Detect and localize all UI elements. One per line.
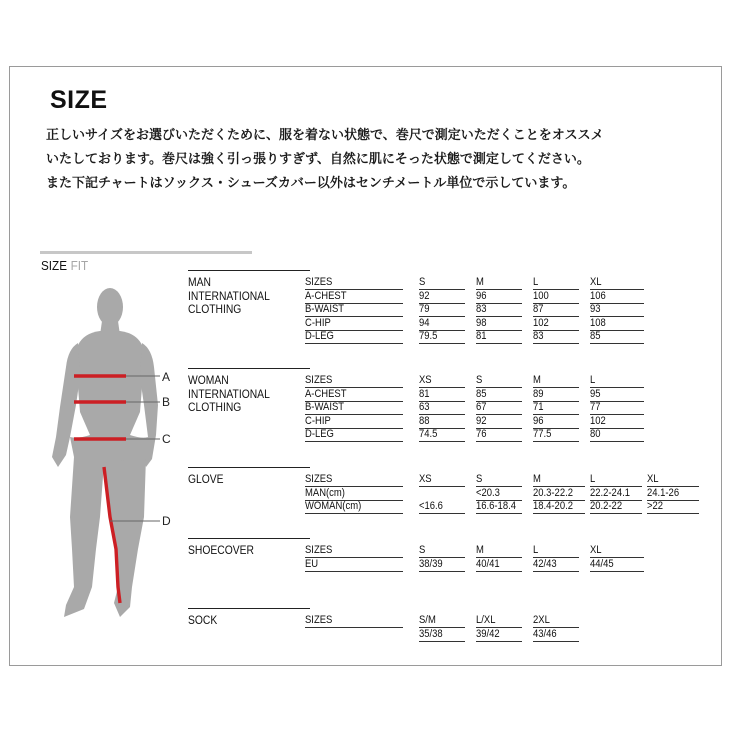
table-header-cell: M <box>533 374 541 386</box>
cell-rule <box>647 513 699 514</box>
table-cell: 100 <box>533 289 549 302</box>
cell-rule <box>476 571 522 572</box>
body-silhouette <box>52 288 158 617</box>
table-cell: D-LEG <box>305 428 334 440</box>
marker-c: C <box>162 432 171 446</box>
size-table-title: MAN INTERNATIONAL CLOTHING <box>188 275 270 316</box>
table-cell: 39/42 <box>476 627 500 640</box>
table-cell: A-CHEST <box>305 289 347 302</box>
table-cell: 20.2-22 <box>590 500 623 512</box>
table-cell: 85 <box>590 330 601 342</box>
cell-rule <box>305 627 403 628</box>
body-figure <box>44 287 164 622</box>
group-top-rule <box>188 368 310 369</box>
intro-line: 正しいサイズをお選びいただくために、服を着ない状態で、巻尺で測定いただくことをオススメ <box>46 128 604 143</box>
cell-rule <box>305 441 403 442</box>
size-table-title: SOCK <box>188 613 218 627</box>
table-header-cell: L <box>533 544 539 556</box>
table-cell: 42/43 <box>533 557 557 570</box>
table-cell: D-LEG <box>305 330 334 342</box>
table-cell: 95 <box>590 387 601 400</box>
cell-rule <box>533 343 579 344</box>
table-header-cell: SIZES <box>305 614 333 626</box>
marker-b: B <box>162 395 171 409</box>
cell-rule <box>533 513 585 514</box>
table-cell: 81 <box>476 330 487 342</box>
table-cell: 108 <box>590 316 606 329</box>
table-cell: 94 <box>419 316 430 329</box>
table-cell: 102 <box>533 316 549 329</box>
table-cell: 38/39 <box>419 557 443 570</box>
size-table-title: WOMAN INTERNATIONAL CLOTHING <box>188 373 270 414</box>
cell-rule <box>419 641 465 642</box>
cell-rule <box>590 571 644 572</box>
table-cell: 89 <box>533 387 544 400</box>
cell-rule <box>305 343 403 344</box>
table-cell: 43/46 <box>533 627 557 640</box>
cell-rule <box>419 343 465 344</box>
table-header-cell: 2XL <box>533 614 550 626</box>
table-header-cell: XS <box>419 473 432 485</box>
table-header-cell: S <box>419 544 426 556</box>
table-cell: A-CHEST <box>305 387 347 400</box>
table-cell: 93 <box>590 303 601 315</box>
table-cell: 67 <box>476 401 487 413</box>
table-cell: 81 <box>419 387 430 400</box>
table-cell: 102 <box>590 414 606 427</box>
table-cell: 77.5 <box>533 428 552 440</box>
cell-rule <box>305 571 403 572</box>
group-top-rule <box>188 538 310 539</box>
table-cell: MAN(cm) <box>305 486 345 499</box>
table-header-cell: XS <box>419 374 432 386</box>
table-cell: <20.3 <box>476 486 500 499</box>
size-table-title: GLOVE <box>188 472 224 486</box>
table-header-cell: L <box>533 276 539 288</box>
table-header-cell: M <box>533 473 541 485</box>
cell-rule <box>476 343 522 344</box>
cell-rule <box>419 441 465 442</box>
table-cell: 92 <box>476 414 487 427</box>
table-cell: 85 <box>476 387 487 400</box>
table-cell: 80 <box>590 428 601 440</box>
table-header-cell: L/XL <box>476 614 496 626</box>
table-cell: 35/38 <box>419 627 443 640</box>
table-header-cell: XL <box>590 276 602 288</box>
table-cell: 44/45 <box>590 557 614 570</box>
intro-line: いたしております。巻尺は強く引っ張りすぎず、自然に肌にそった状態で測定してください。 <box>46 152 590 167</box>
intro-text <box>46 124 706 196</box>
table-header-cell: M <box>476 544 484 556</box>
table-header-cell: L <box>590 374 596 386</box>
table-cell: 24.1-26 <box>647 486 680 499</box>
table-header-cell: SIZES <box>305 374 333 386</box>
cell-rule <box>305 557 403 558</box>
table-header-cell: S <box>419 276 426 288</box>
marker-a: A <box>162 370 171 384</box>
section-label <box>41 258 88 273</box>
group-top-rule <box>188 270 310 271</box>
table-header-cell: SIZES <box>305 276 333 288</box>
cell-rule <box>533 641 579 642</box>
table-cell: EU <box>305 557 319 570</box>
table-cell: 16.6-18.4 <box>476 500 516 512</box>
table-header-cell: S <box>476 374 483 386</box>
table-header-cell: SIZES <box>305 544 333 556</box>
table-cell: 77 <box>590 401 601 413</box>
table-cell: 22.2-24.1 <box>590 486 630 499</box>
section-label-main: SIZE <box>41 258 68 273</box>
page-title: SIZE <box>50 86 108 114</box>
table-cell: WOMAN(cm) <box>305 500 362 512</box>
table-header-cell: XL <box>590 544 602 556</box>
table-cell: 83 <box>476 303 487 315</box>
table-cell: 20.3-22.2 <box>533 486 573 499</box>
cell-rule <box>476 441 522 442</box>
group-top-rule <box>188 608 310 609</box>
table-cell: 87 <box>533 303 544 315</box>
cell-rule <box>590 343 644 344</box>
section-divider <box>40 251 252 254</box>
table-cell: 106 <box>590 289 606 302</box>
cell-rule <box>533 571 579 572</box>
table-cell: 88 <box>419 414 430 427</box>
table-cell: 74.5 <box>419 428 438 440</box>
table-cell: C-HIP <box>305 316 331 329</box>
section-label-sub: FIT <box>70 258 89 273</box>
table-cell: 71 <box>533 401 544 413</box>
table-cell: 92 <box>419 289 430 302</box>
table-cell: B-WAIST <box>305 303 345 315</box>
cell-rule <box>305 513 403 514</box>
table-cell: 83 <box>533 330 544 342</box>
cell-rule <box>533 441 579 442</box>
table-cell: 98 <box>476 316 487 329</box>
table-header-cell: S/M <box>419 614 436 626</box>
table-cell: 76 <box>476 428 487 440</box>
table-cell: >22 <box>647 500 664 512</box>
table-cell: 18.4-20.2 <box>533 500 573 512</box>
table-cell: B-WAIST <box>305 401 345 413</box>
cell-rule <box>419 571 465 572</box>
table-cell: <16.6 <box>419 500 443 512</box>
table-header-cell: SIZES <box>305 473 333 485</box>
table-header-cell: M <box>476 276 484 288</box>
cell-rule <box>419 486 465 487</box>
marker-d: D <box>162 514 171 528</box>
cell-rule <box>590 441 644 442</box>
table-cell: C-HIP <box>305 414 331 427</box>
cell-rule <box>476 641 522 642</box>
size-table-title: SHOECOVER <box>188 543 254 557</box>
table-header-cell: XL <box>647 473 659 485</box>
table-header-cell: L <box>590 473 596 485</box>
table-cell: 79.5 <box>419 330 438 342</box>
table-header-cell: S <box>476 473 483 485</box>
cell-rule <box>590 513 642 514</box>
table-cell: 96 <box>533 414 544 427</box>
intro-line: また下記チャートはソックス・シューズカバー以外はセンチメートル単位で示しています。 <box>46 176 576 191</box>
group-top-rule <box>188 467 310 468</box>
table-cell: 63 <box>419 401 430 413</box>
table-cell: 79 <box>419 303 430 315</box>
table-cell: 96 <box>476 289 487 302</box>
cell-rule <box>476 513 522 514</box>
table-cell: 40/41 <box>476 557 500 570</box>
cell-rule <box>419 513 465 514</box>
